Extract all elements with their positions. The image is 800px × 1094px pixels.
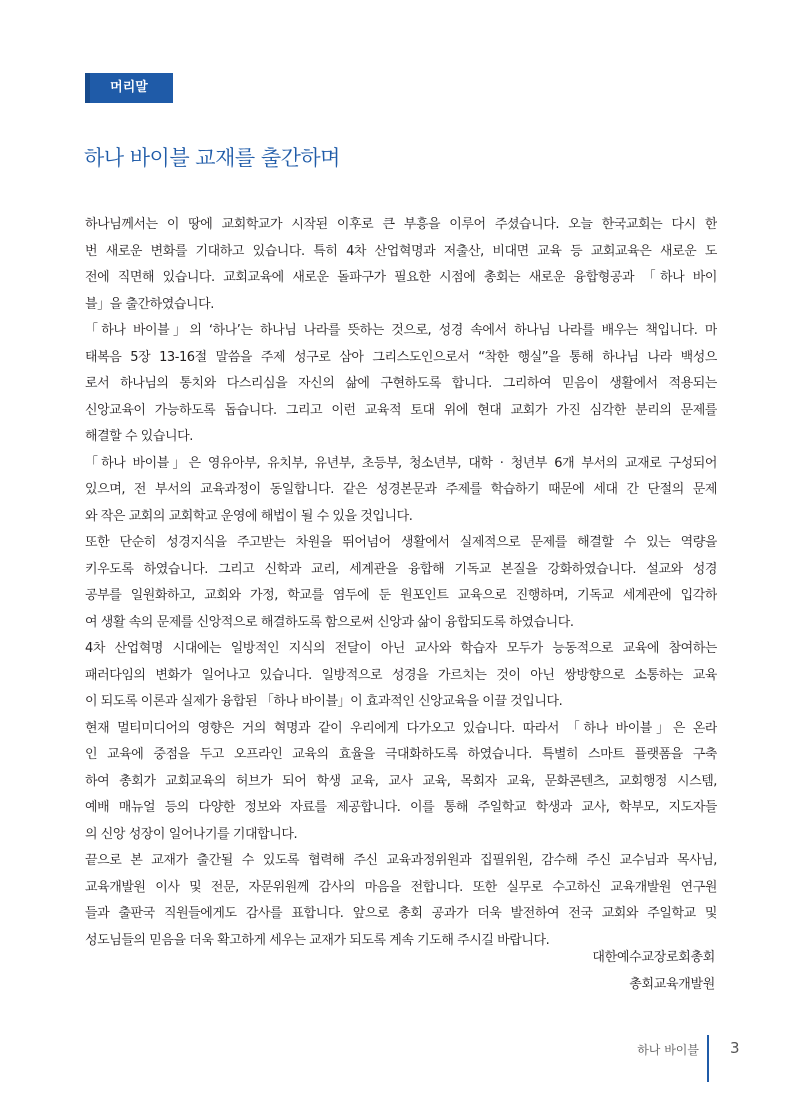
footer-book-name: 하나 바이블 [637, 1043, 699, 1057]
body-line: 들과 출판국 직원들에게도 감사를 표합니다. 앞으로 총회 공과가 더욱 발전하여 전국 교회와 주일학교 및 [85, 906, 717, 921]
body-line: 번 새로운 변화를 기대하고 있습니다. 특히 4차 산업혁명과 저출산, 비대면 교육 등 교회교육은 새로운 도 [85, 243, 717, 259]
body-line: 4차 산업혁명 시대에는 일방적인 지식의 전달이 아닌 교사와 학습자 모두가 능동적으로 교육에 참여하는 [85, 641, 717, 656]
body-line: 끝으로 본 교재가 출간될 수 있도록 협력해 주신 교육과정위원과 집필위원, 감수해 주신 교수님과 목사님, [85, 853, 717, 868]
page-title: 하나 바이블 교재를 출간하며 [84, 146, 340, 170]
body-line: 또한 단순히 성경지식을 주고받는 차원을 뛰어넘어 생활에서 실제적으로 문제를 해결할 수 있는 역량을 [85, 535, 717, 550]
body-line: 현재 멀티미디어의 영향은 거의 혁명과 같이 우리에게 다가오고 있습니다. 따라서 「하나 바이블」은 온라 [85, 720, 717, 736]
body-line: 있으며, 전 부서의 교육과정이 동일합니다. 같은 성경본문과 주제를 학습하기 때문에 세대 간 단절의 문제 [85, 482, 717, 497]
footer-page-number: 3 [730, 1039, 740, 1057]
body-line: 패러다임의 변화가 일어나고 있습니다. 일방적으로 성경을 가르치는 것이 아닌 쌍방향으로 소통하는 교육 [85, 667, 717, 683]
body-line: 하나님께서는 이 땅에 교회학교가 시작된 이후로 큰 부흥을 이루어 주셨습니다. 오늘 한국교회는 다시 한 [85, 217, 717, 232]
body-line: 신앙교육이 가능하도록 돕습니다. 그리고 이런 교육적 토대 위에 현대 교회가 가진 심각한 분리의 문제를 [85, 402, 717, 418]
body-line: 공부를 일원화하고, 교회와 가정, 학교를 염두에 둔 원포인트 교육으로 진행하며, 기독교 세계관에 입각하 [85, 588, 717, 603]
signature-department: 총회교육개발원 [629, 977, 715, 992]
body-line: 여 생활 속의 문제를 신앙적으로 해결하도록 함으로써 신앙과 삶이 융합되도록 하였습니다. [85, 614, 574, 630]
signature-block [592, 944, 715, 998]
body-line: 와 작은 교회의 교회학교 운영에 해법이 될 수 있을 것입니다. [85, 508, 413, 524]
body-line: 인 교육에 중점을 두고 오프라인 교육의 효율을 극대화하도록 하였습니다. 특별히 스마트 플랫폼을 구축 [85, 747, 717, 762]
body-line: 블」을 출간하였습니다. [85, 296, 214, 312]
body-line: 교육개발원 이사 및 전문, 자문위원께 감사의 마음을 전합니다. 또한 실무로 수고하신 교육개발원 연구원 [85, 879, 717, 895]
body-line: 키우도록 하였습니다. 그리고 신학과 교리, 세계관을 융합해 기독교 본질을 강화하였습니다. 설교와 성경 [85, 561, 717, 577]
body-line: 의 신앙 성장이 일어나기를 기대합니다. [85, 826, 298, 842]
body-line: 이 되도록 이론과 실제가 융합된 「하나 바이블」이 효과적인 신앙교육을 이끌 것입니다. [85, 694, 563, 709]
body-line: 하여 총회가 교회교육의 허브가 되어 학생 교육, 교사 교육, 목회자 교육, 문화콘텐츠, 교회행정 시스템, [85, 773, 717, 789]
footer-divider [707, 1035, 709, 1082]
body-line: 태복음 5장 13-16절 말씀을 주제 성구로 삼아 그리스도인으로서 “착한 행실”을 통해 하나님 나라 백성으 [85, 349, 717, 365]
signature-organization: 대한예수교장로회총회 [592, 950, 715, 965]
body-line: 로서 하나님의 통치와 다스리심을 자신의 삶에 구현하도록 합니다. 그리하여 믿음이 생활에서 적용되는 [85, 376, 717, 391]
body-line: 「하나 바이블」은 영유아부, 유치부, 유년부, 초등부, 청소년부, 대학 · 청년부 6개 부서의 교재로 구성되어 [85, 455, 717, 471]
body-line: 해결할 수 있습니다. [85, 429, 193, 444]
section-tag: 머리말 [85, 73, 173, 103]
body-line: 성도님들의 믿음을 더욱 확고하게 세우는 교재가 되도록 계속 기도해 주시길 바랍니다. [85, 932, 550, 948]
body-line: 예배 매뉴얼 등의 다양한 정보와 자료를 제공합니다. 이를 통해 주일학교 학생과 교사, 학부모, 지도자들 [85, 800, 717, 815]
body-line: 「하나 바이블」의 ‘하나’는 하나님 나라를 뜻하는 것으로, 성경 속에서 하나님 나라를 배우는 책입니다. 마 [85, 323, 717, 338]
preface-body [85, 212, 717, 954]
body-line: 전에 직면해 있습니다. 교회교육에 새로운 돌파구가 필요한 시점에 총회는 새로운 융합형공과 「하나 바이 [85, 270, 717, 285]
